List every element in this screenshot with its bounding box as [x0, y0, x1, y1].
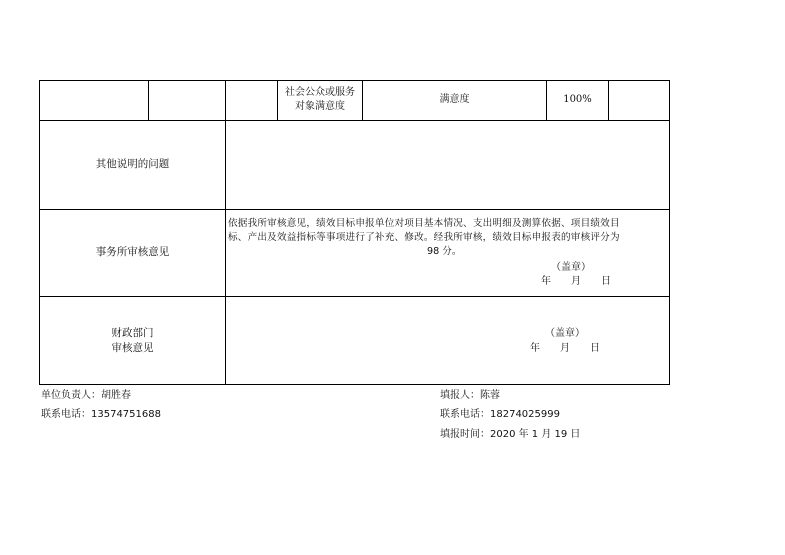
firm-review-date: 年 月 日	[541, 276, 611, 287]
finance-review-label-line2: 审核意见	[111, 342, 154, 354]
finance-review-date: 年 月 日	[530, 343, 600, 354]
finance-review-label-line1: 财政部门	[111, 327, 154, 339]
filler-phone: 联系电话：18274025999	[440, 409, 560, 420]
firm-review-seal: （盖章）	[551, 262, 591, 273]
firm-review-opinion-line1: 依据我所审核意见，绩效目标申报单位对项目基本情况、支出明细及测算依据、项目绩效目	[228, 218, 620, 229]
fill-date: 填报时间：2020 年 1 月 19 日	[440, 429, 581, 440]
filler-name: 填报人：陈蓉	[440, 390, 500, 401]
other-issues-label: 其他说明的问题	[95, 158, 170, 170]
unit-head: 单位负责人：胡胜春	[41, 390, 131, 401]
indicator-name: 满意度	[439, 94, 470, 105]
indicator-category-line2: 对象满意度	[295, 101, 345, 112]
indicator-category-line1: 社会公众或服务	[285, 87, 355, 98]
indicator-value: 100%	[563, 94, 592, 105]
finance-review-seal: （盖章）	[545, 328, 585, 339]
firm-review-opinion-line2: 标、产出及效益指标等事项进行了补充、修改。经我所审核，绩效目标申报表的审核评分为	[228, 232, 620, 243]
firm-review-label: 事务所审核意见	[95, 246, 170, 258]
unit-phone: 联系电话：13574751688	[41, 409, 161, 420]
firm-review-opinion-line3: 98 分。	[427, 246, 462, 257]
